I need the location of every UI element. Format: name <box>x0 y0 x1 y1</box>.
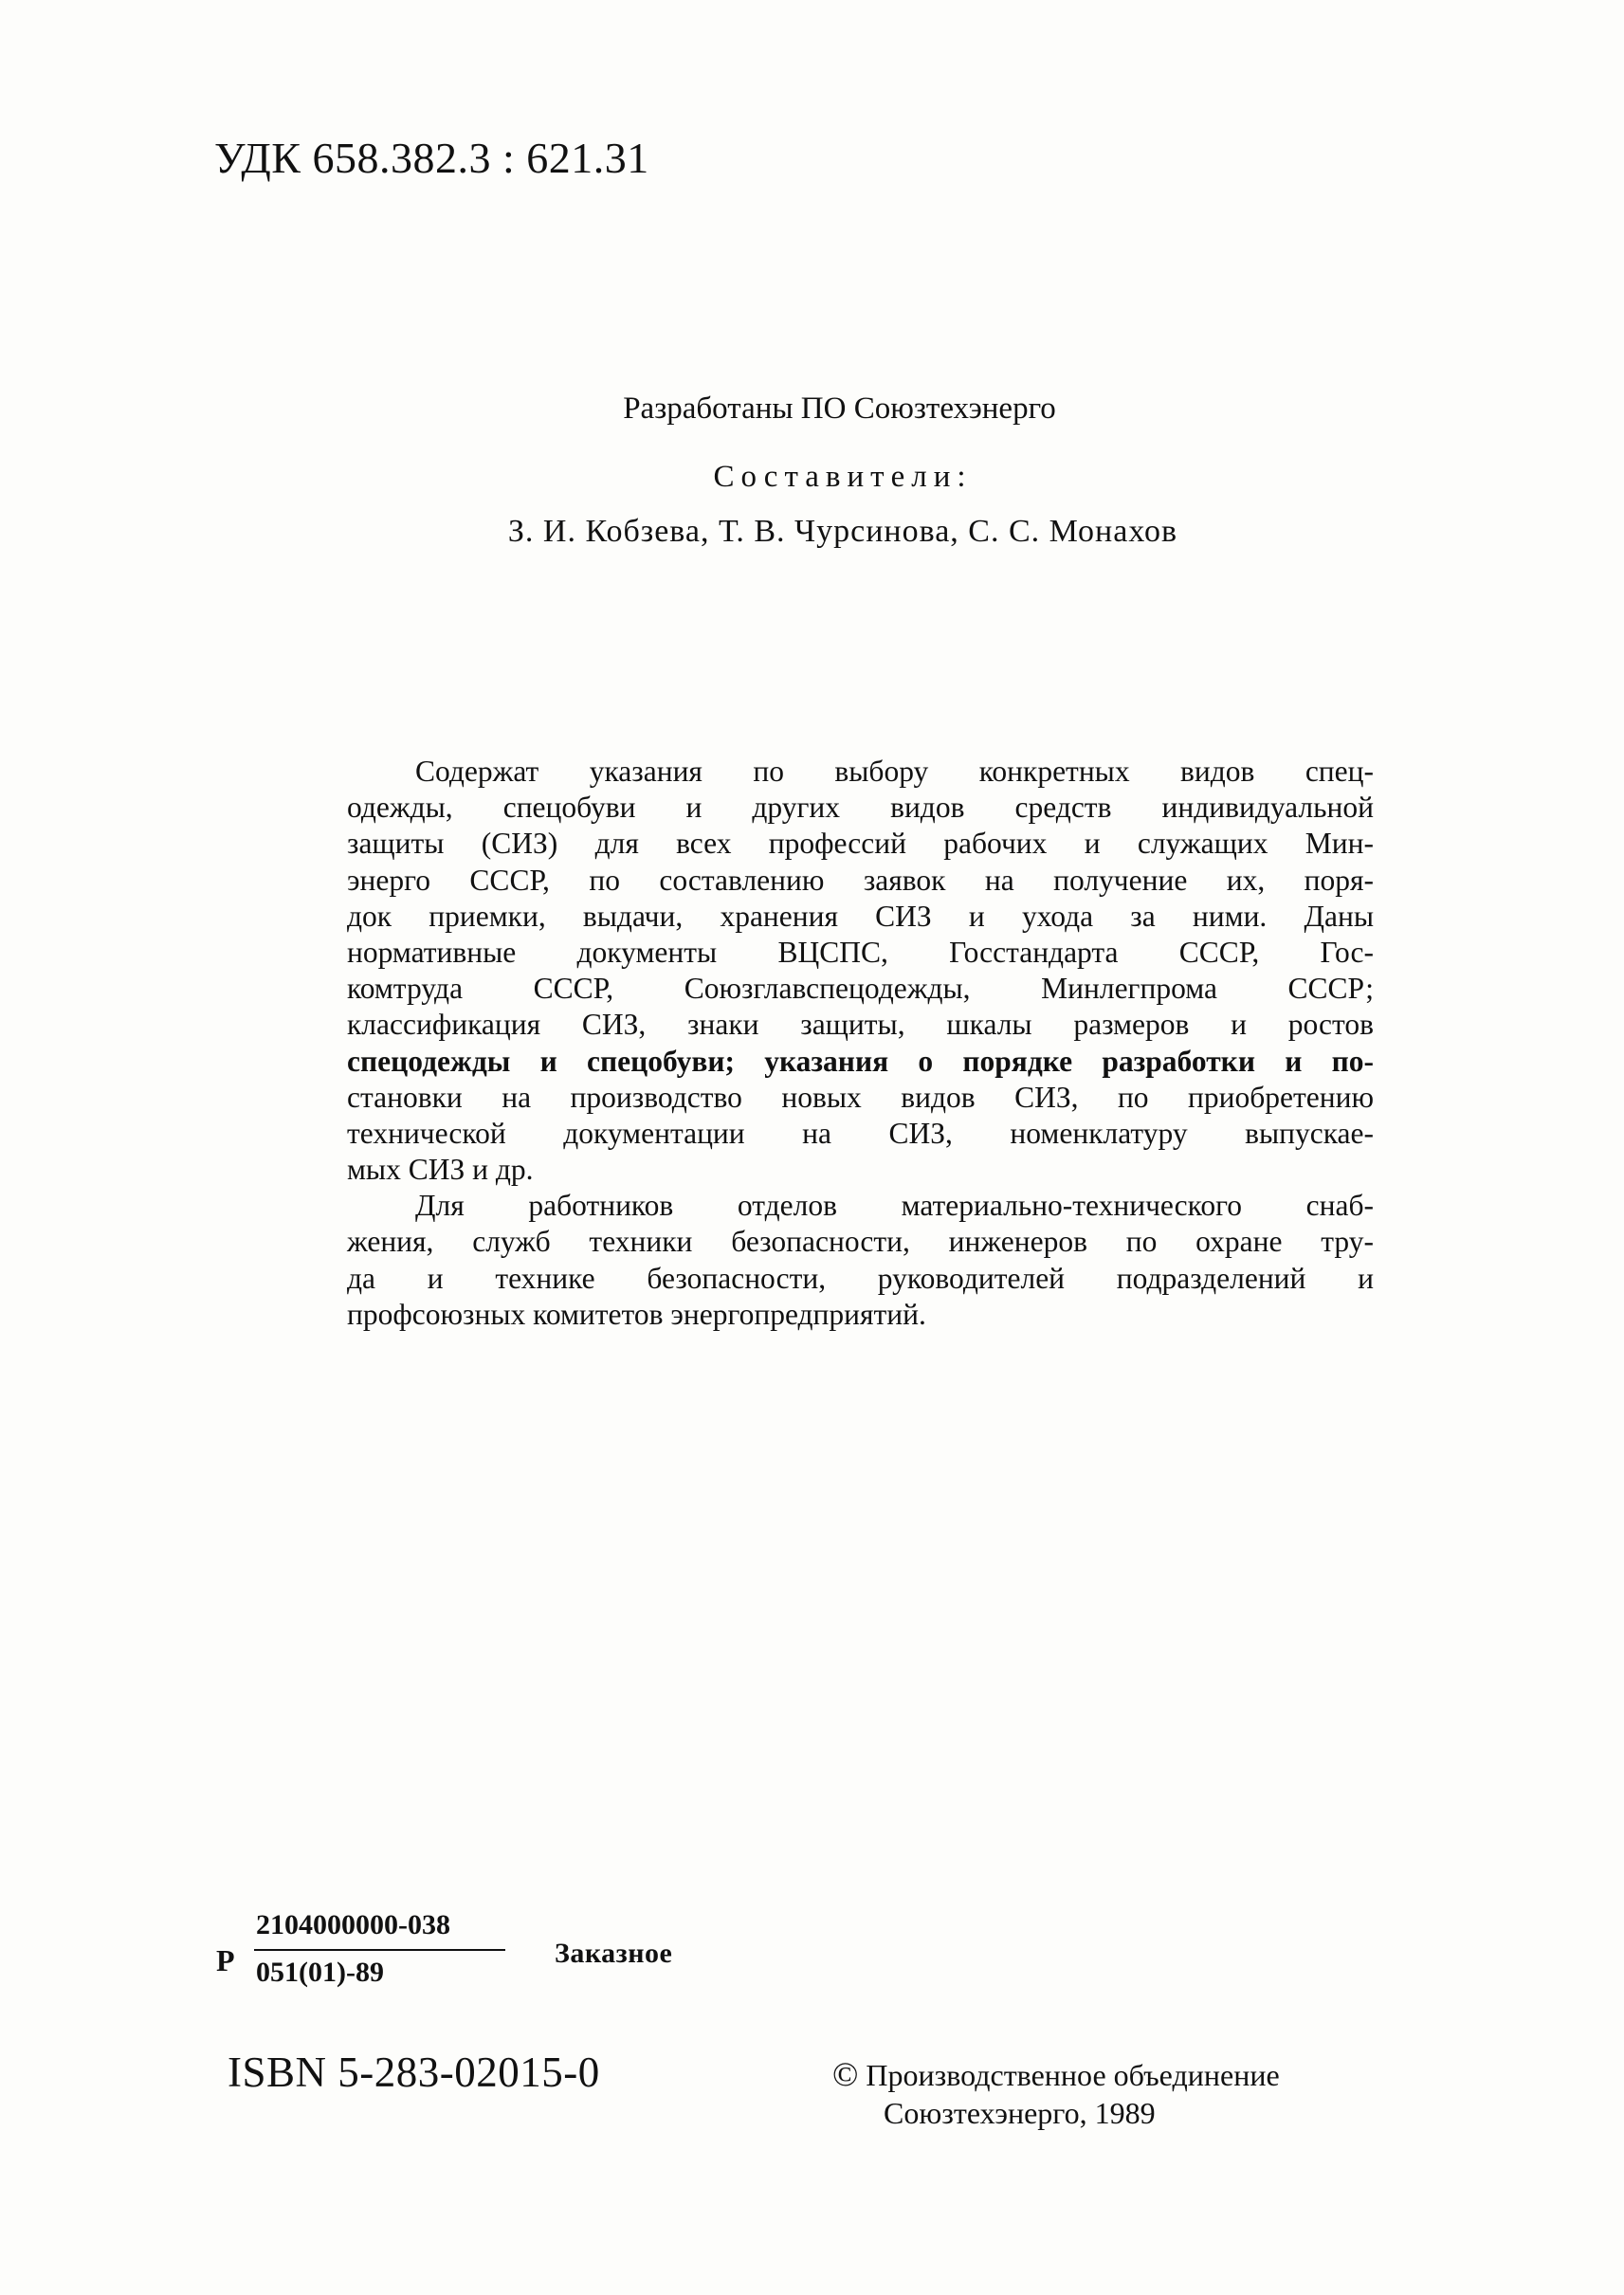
abstract-line: защиты (СИЗ) для всех профессий рабочих и служащих Мин- <box>347 827 1374 861</box>
abstract-line: становки на производство новых видов СИЗ, по приобретению <box>347 1080 1374 1114</box>
compilers-heading-text: Составители: <box>713 460 973 494</box>
copyright-line-2: Союзтехэнерго, 1989 <box>884 2096 1156 2130</box>
price-code-denominator: 051(01)-89 <box>256 1957 384 1988</box>
abstract-line: Содержат указания по выбору конкретных видов спец- <box>415 755 1374 788</box>
abstract <box>347 754 1374 1333</box>
price-code-numerator: 2104000000-038 <box>256 1909 450 1940</box>
abstract-line: классификация СИЗ, знаки защиты, шкалы размеров и ростов <box>347 1008 1374 1042</box>
abstract-line: док приемки, выдачи, хранения СИЗ и ухода за ними. Даны <box>347 899 1374 933</box>
compilers-heading <box>0 460 1624 495</box>
isbn: ISBN 5-283-02015-0 <box>228 2049 600 2096</box>
copyright-line-1: Производственное объединение <box>866 2058 1280 2092</box>
abstract-line: одежды, спецобуви и других видов средств индивидуальной <box>347 791 1374 825</box>
price-code-letter: Р <box>216 1943 235 1977</box>
copyright-symbol: © <box>832 2055 859 2093</box>
compilers-names <box>0 514 1624 550</box>
developer-credit <box>0 392 1624 427</box>
copyright <box>832 2055 1280 2132</box>
developer-credit-text: Разработаны ПО Союзтехэнерго <box>623 392 1056 426</box>
abstract-line: мых СИЗ и др. <box>347 1153 534 1187</box>
audience-line: профсоюзных комитетов энергопредприятий. <box>347 1297 926 1331</box>
compilers-names-text: З. И. Кобзева, Т. В. Чурсинова, С. С. Монахов <box>507 514 1178 549</box>
abstract-line: спецодежды и спецобуви; указания о порядке разработки и по- <box>347 1044 1374 1078</box>
order-type: Заказное <box>555 1938 673 1969</box>
abstract-line: энерго СССР, по составлению заявок на получение их, поря- <box>347 863 1374 897</box>
abstract-line: нормативные документы ВЦСПС, Госстандарта СССР, Гос- <box>347 935 1374 969</box>
price-code <box>216 1905 709 2010</box>
audience-line: Для работников отделов материально-технического снаб- <box>415 1189 1374 1223</box>
audience-line: жения, служб техники безопасности, инженеров по охране тру- <box>347 1225 1374 1259</box>
abstract-line: комтруда СССР, Союзглавспецодежды, Минлегпрома СССР; <box>347 972 1374 1006</box>
abstract-line: технической документации на СИЗ, номенклатуру выпускае- <box>347 1116 1374 1150</box>
udk-code: УДК 658.382.3 : 621.31 <box>214 134 649 182</box>
fraction-rule <box>254 1949 505 1951</box>
audience-line: да и технике безопасности, руководителей подразделений и <box>347 1261 1374 1295</box>
